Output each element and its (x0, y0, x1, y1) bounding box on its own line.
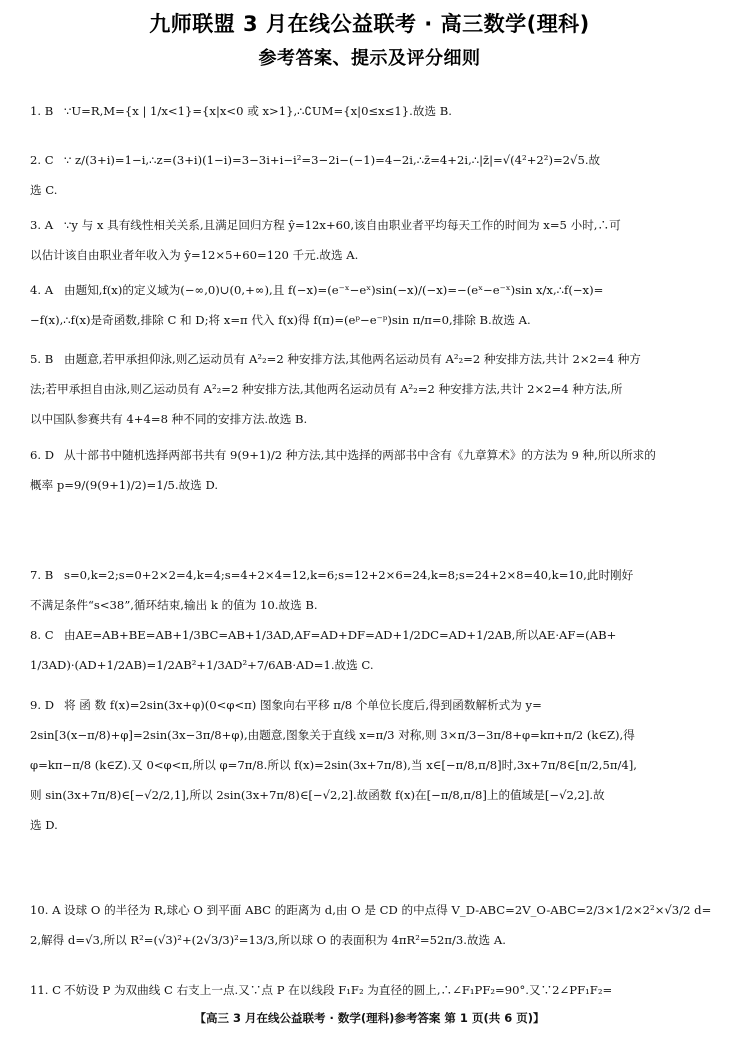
answer-number: 8. C (30, 628, 54, 642)
answer-text: φ=kπ−π/8 (k∈Z).又 0<φ<π,所以 φ=7π/8.所以 f(x)=2sin(3x+7π/8),当 x∈[−π/8,π/8]时,3x+7π/8∈[π/2,5π/4], (30, 758, 637, 772)
answer-line (30, 780, 718, 810)
answer-item (30, 560, 718, 620)
answer-text: 由AE=AB+BE=AB+1/3BC=AB+1/3AD,AF=AD+DF=AD+1/2DC=AD+1/2AB,所以AE·AF=(AB+ (64, 628, 617, 642)
answer-item (30, 275, 718, 335)
page-title: 九师联盟 3 月在线公益联考 · 高三数学(理科) (149, 12, 590, 36)
answer-line (30, 590, 718, 620)
answer-number: 5. B (30, 352, 54, 366)
page-footer: 【高三 3 月在线公益联考 · 数学(理科)参考答案 第 1 页(共 6 页)】 (194, 1011, 545, 1025)
answer-item (30, 620, 718, 680)
answer-line (30, 470, 718, 500)
answer-text: s=0,k=2;s=0+2×2=4,k=4;s=4+2×4=12,k=6;s=12+2×6=24,k=8;s=24+2×8=40,k=10,此时刚好 (64, 568, 634, 582)
answer-item (30, 344, 718, 434)
answer-text: 选 C. (30, 183, 58, 197)
answer-number: 9. D (30, 698, 55, 712)
answer-line (30, 925, 718, 955)
answer-text: 不满足条件“s<38”,循环结束,输出 k 的值为 10.故选 B. (30, 598, 318, 612)
answer-text: ∵ z/(3+i)=1−i,∴z=(3+i)(1−i)=3−3i+i−i²=3−2i−(−1)=4−2i,∴z̄=4+2i,∴|z̄|=√(4²+2²)=2√5.故 (64, 153, 601, 167)
answer-text: 将 函 数 f(x)=2sin(3x+φ)(0<φ<π) 图象向右平移 π/8 个单位长度后,得到函数解析式为 y= (64, 698, 542, 712)
answer-line (30, 210, 718, 240)
answer-item (30, 975, 718, 1005)
answer-text: 以估计该自由职业者年收入为 ŷ=12×5+60=120 千元.故选 A. (30, 248, 359, 262)
answer-number: 11. C (30, 983, 61, 997)
answer-line (30, 895, 718, 925)
answer-line (30, 440, 718, 470)
answer-text: ∵U=R,M={x | 1/x<1}={x|x<0 或 x>1},∴∁UM={x|0≤x≤1}.故选 B. (64, 104, 452, 118)
answer-number: 7. B (30, 568, 54, 582)
answer-text: 由题知,f(x)的定义域为(−∞,0)∪(0,+∞),且 f(−x)=(e⁻ˣ−eˣ)sin(−x)/(−x)=−(eˣ−e⁻ˣ)sin x/x,∴f(−x)= (64, 283, 604, 297)
answer-item (30, 895, 718, 955)
answer-text: 则 sin(3x+7π/8)∈[−√2/2,1],所以 2sin(3x+7π/8)∈[−√2,2].故函数 f(x)在[−π/8,π/8]上的值域是[−√2,2].故 (30, 788, 605, 802)
page-subtitle: 参考答案、提示及评分细则 (258, 48, 481, 69)
answer-line (30, 240, 718, 270)
answer-text: 设球 O 的半径为 R,球心 O 到平面 ABC 的距离为 d,由 O 是 CD 的中点得 V_D-ABC=2V_O-ABC=2/3×1/2×2²×√3/2 d= (64, 903, 712, 917)
answer-item (30, 690, 718, 840)
answer-number: 4. A (30, 283, 54, 297)
answer-line (30, 275, 718, 305)
answer-line (30, 145, 718, 175)
answer-number: 6. D (30, 448, 55, 462)
answer-text: 从十部书中随机选择两部书共有 9(9+1)/2 种方法,其中选择的两部书中含有《九章算术》的方法为 9 种,所以所求的 (64, 448, 656, 462)
answer-number: 3. A (30, 218, 54, 232)
answer-line (30, 344, 718, 374)
answer-line (30, 374, 718, 404)
answer-line (30, 560, 718, 590)
answer-line (30, 810, 718, 840)
answer-text: 选 D. (30, 818, 58, 832)
answer-item (30, 145, 718, 205)
answer-text: −f(x),∴f(x)是奇函数,排除 C 和 D;将 x=π 代入 f(x)得 f(π)=(eᵖ−e⁻ᵖ)sin π/π=0,排除 B.故选 A. (30, 313, 531, 327)
answer-text: 以中国队参赛共有 4+4=8 种不同的安排方法.故选 B. (30, 412, 308, 426)
answer-text: 1/3AD)·(AD+1/2AB)=1/2AB²+1/3AD²+7/6AB·AD=1.故选 C. (30, 658, 374, 672)
answer-line (30, 175, 718, 205)
answer-text: 不妨设 P 为双曲线 C 右支上一点.又∵点 P 在以线段 F₁F₂ 为直径的圆上,∴∠F₁PF₂=90°.又∵2∠PF₁F₂= (64, 983, 613, 997)
answer-line (30, 96, 718, 126)
answer-line (30, 975, 718, 1005)
answer-line (30, 720, 718, 750)
answer-text: 法;若甲承担自由泳,则乙运动员有 A²₂=2 种安排方法,其他两名运动员有 A²₂=2 种安排方法,共计 2×2=4 种方法,所 (30, 382, 623, 396)
answer-line (30, 650, 718, 680)
answer-text: 2sin[3(x−π/8)+φ]=2sin(3x−3π/8+φ),由题意,图象关于直线 x=π/3 对称,则 3×π/3−3π/8+φ=kπ+π/2 (k∈Z),得 (30, 728, 635, 742)
answer-number: 1. B (30, 104, 54, 118)
answer-text: 2,解得 d=√3,所以 R²=(√3)²+(2√3/3)²=13/3,所以球 O 的表面积为 4πR²=52π/3.故选 A. (30, 933, 506, 947)
answer-line (30, 750, 718, 780)
answer-item (30, 96, 718, 126)
answer-number: 2. C (30, 153, 54, 167)
answer-text: 概率 p=9/(9(9+1)/2)=1/5.故选 D. (30, 478, 219, 492)
answer-line (30, 690, 718, 720)
answer-item (30, 440, 718, 500)
answer-text: 由题意,若甲承担仰泳,则乙运动员有 A²₂=2 种安排方法,其他两名运动员有 A²₂=2 种安排方法,共计 2×2=4 种方 (64, 352, 641, 366)
answer-text: ∵y 与 x 具有线性相关关系,且满足回归方程 ŷ=12x+60,该自由职业者平均每天工作的时间为 x=5 小时,∴可 (64, 218, 621, 232)
answer-line (30, 620, 718, 650)
answer-line (30, 404, 718, 434)
answer-item (30, 210, 718, 270)
answer-line (30, 305, 718, 335)
answer-number: 10. A (30, 903, 61, 917)
